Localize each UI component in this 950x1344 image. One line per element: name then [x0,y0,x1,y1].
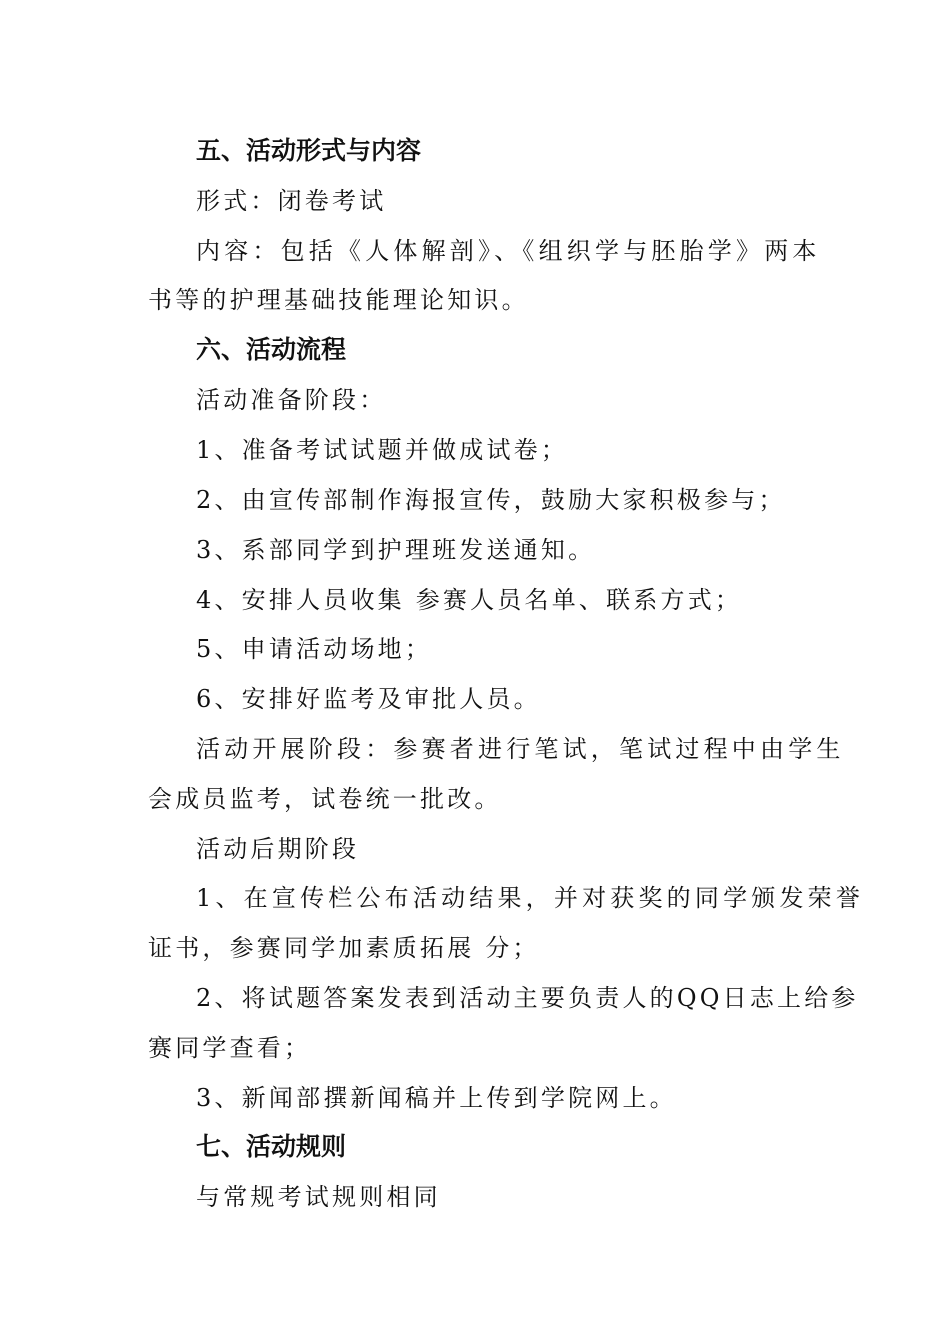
section-5-content-line-1: 内容：包括《人体解剖》、《组织学与胚胎学》两本 [196,237,821,265]
prep-stage-title: 活动准备阶段： [196,386,387,414]
run-stage-line-1: 活动开展阶段：参赛者进行笔试，笔试过程中由学生 [196,735,845,763]
post-item-1-line-1: 1、在宣传栏公布活动结果，并对获奖的同学颁发荣誉 [196,884,865,912]
section-6-heading: 六、活动流程 [196,335,347,364]
prep-item-5: 5、申请活动场地； [196,635,433,663]
post-item-3: 3、新闻部撰新闻稿并上传到学院网上。 [196,1084,677,1112]
post-item-1-line-2: 证书，参赛同学加素质拓展 分； [148,934,540,962]
post-item-2-line-2: 赛同学查看； [148,1034,312,1062]
post-stage-title: 活动后期阶段 [196,835,360,863]
section-5-heading: 五、活动形式与内容 [196,136,422,165]
prep-item-2: 2、由宣传部制作海报宣传，鼓励大家积极参与； [196,486,786,514]
section-5-content-line-2: 书等的护理基础技能理论知识。 [148,286,529,314]
run-stage-line-2: 会成员监考，试卷统一批改。 [148,785,502,813]
prep-item-1: 1、准备考试试题并做成试卷； [196,436,569,464]
prep-item-6: 6、安排好监考及审批人员。 [196,685,541,713]
prep-item-3: 3、系部同学到护理班发送通知。 [196,536,596,564]
section-5-form: 形式：闭卷考试 [196,187,387,215]
section-7-heading: 七、活动规则 [196,1132,347,1161]
post-item-2-line-1: 2、将试题答案发表到活动主要负责人的QQ日志上给参 [196,984,859,1012]
prep-item-4: 4、安排人员收集 参赛人员名单、联系方式； [196,586,743,614]
section-7-rule: 与常规考试规则相同 [196,1183,441,1211]
